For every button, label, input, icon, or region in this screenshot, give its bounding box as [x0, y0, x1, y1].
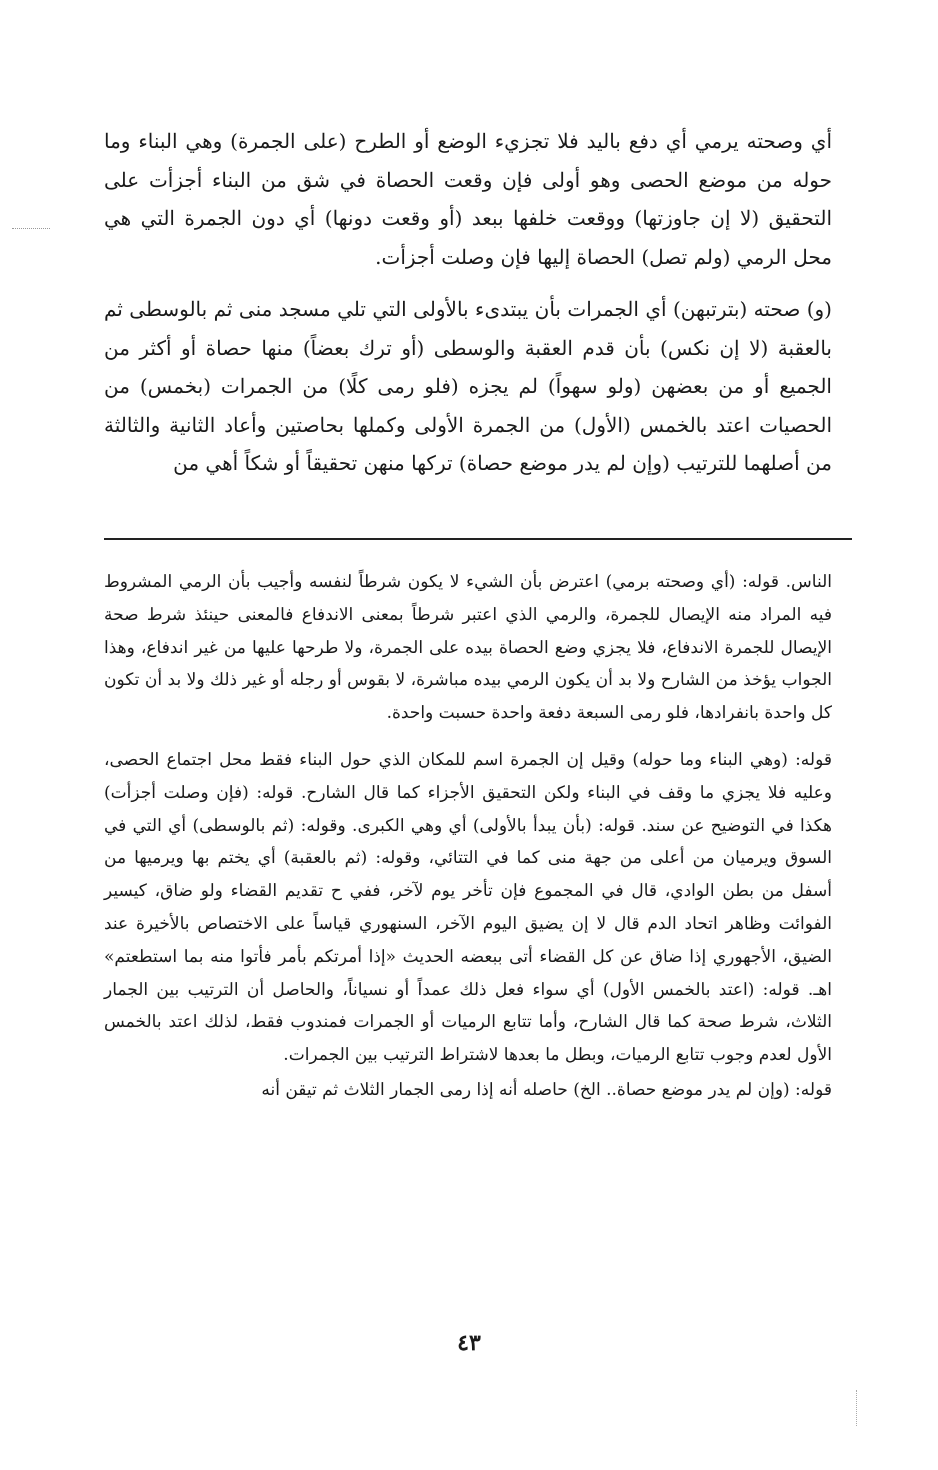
main-text-block [104, 122, 832, 497]
margin-mark [12, 228, 50, 229]
margin-mark [856, 1390, 857, 1426]
footnote-paragraph: الناس. قوله: (أي وصحته برمي) اعترض بأن الشيء لا يكون شرطاً لنفسه وأجيب بأن الرمي المشروط فيه المراد منه الإيصال للجمرة، والرمي الذي اعتبر شرطاً بمعنى الاندفاع فالمعنى حينئذ شرط صحة الإيصال للجمرة الاندفاع، فلا يجزي وضع الحصاة بيده على الجمرة، ولا طرحها عليها من غير اندفاع، وهذا الجواب يؤخذ من الشارح ولا بد أن يكون الرمي بيده مباشرة، لا بقوس أو رجله أو غير ذلك ولا بد أن تكون كل واحدة بانفرادها، فلو رمى السبعة دفعة واحدة حسبت واحدة. [104, 572, 832, 724]
footnotes-block [104, 566, 832, 1121]
footnote-paragraph: قوله: (وإن لم يدر موضع حصاة.. الخ) حاصله أنه إذا رمى الجمار الثلاث ثم تيقن أنه [261, 1079, 832, 1100]
footnote-separator [104, 538, 852, 540]
main-paragraph: (و) صحته (بترتبهن) أي الجمرات بأن يبتدىء بالأولى التي تلي مسجد منى ثم بالوسطى ثم بالعقبة (لا إن نكس) بأن قدم العقبة والوسطى (أو ترك بعضاً) منها حصاة أو أكثر من الجميع أو من بعضهن (ولو سهواً) لم يجزه (فلو رمى كلًا) من الجمرات (بخمس) من الحصيات اعتد بالخمس (الأول) من الجمرة الأولى وكملها بحاصتين وأعاد الثانية والثالثة من أصلهما للترتيب (وإن لم يدر موضع حصاة) تركها منهن تحقيقاً أو شكاً أهي من [104, 297, 833, 475]
main-paragraph: أي وصحته يرمي أي دفع باليد فلا تجزيء الوضع أو الطرح (على الجمرة) وهي البناء وما حوله من موضع الحصى وهو أولى فإن وقعت الحصاة في شق من البناء أجزأت على التحقيق (لا إن جاوزتها) ووقعت خلفها ببعد (أو وقعت دونها) أي دون الجمرة التي هي محل الرمي (ولم تصل) الحصاة إليها فإن وصلت أجزأت. [104, 129, 832, 269]
footnote-paragraph: قوله: (وهي البناء وما حوله) وقيل إن الجمرة اسم للمكان الذي حول البناء فقط محل اجتماع الحصى، وعليه فلا يجزي ما وقف في البناء ولكن التحقيق الأجزاء كما قال الشارح. قوله: (فإن وصلت أجزأت) هكذا في التوضيح عن سند. قوله: (بأن يبدأ بالأولى) أي وهي الكبرى. وقوله: (ثم بالوسطى) أي التي في السوق ويرميان من أعلى من جهة منى كما في التتائي، وقوله: (ثم بالعقبة) أي يختم بها ويرميها من أسفل من بطن الوادي، قال في المجموع فإن تأخر يوم لآخر، ففي ح تقديم القضاء ولو ضاق، كيسير الفوائت وظاهر اتحاد الدم قال لا إن يضيق اليوم الآخر، السنهوري قياساً على الاختصاص بالأخيرة عند الضيق، الأجهوري إذا ضاق عن كل القضاء أتى ببعضه الحديث «إذا أمرتكم بأمر فأتوا منه بما استطعتم» اهـ. قوله: (اعتد بالخمس الأول) أي سواء فعل ذلك عمداً أو نسياناً، والحاصل أن الترتيب بين الجمار الثلاث، شرط صحة كما قال الشارح، وأما تتابع الرميات أو الجمرات فمندوب فقط، لذلك اعتد بالخمس الأول لعدم وجوب تتابع الرميات، وبطل ما بعدها لاشتراط الترتيب بين الجمرات. [104, 749, 832, 1066]
page-number: ٤٣ [457, 1330, 481, 1356]
